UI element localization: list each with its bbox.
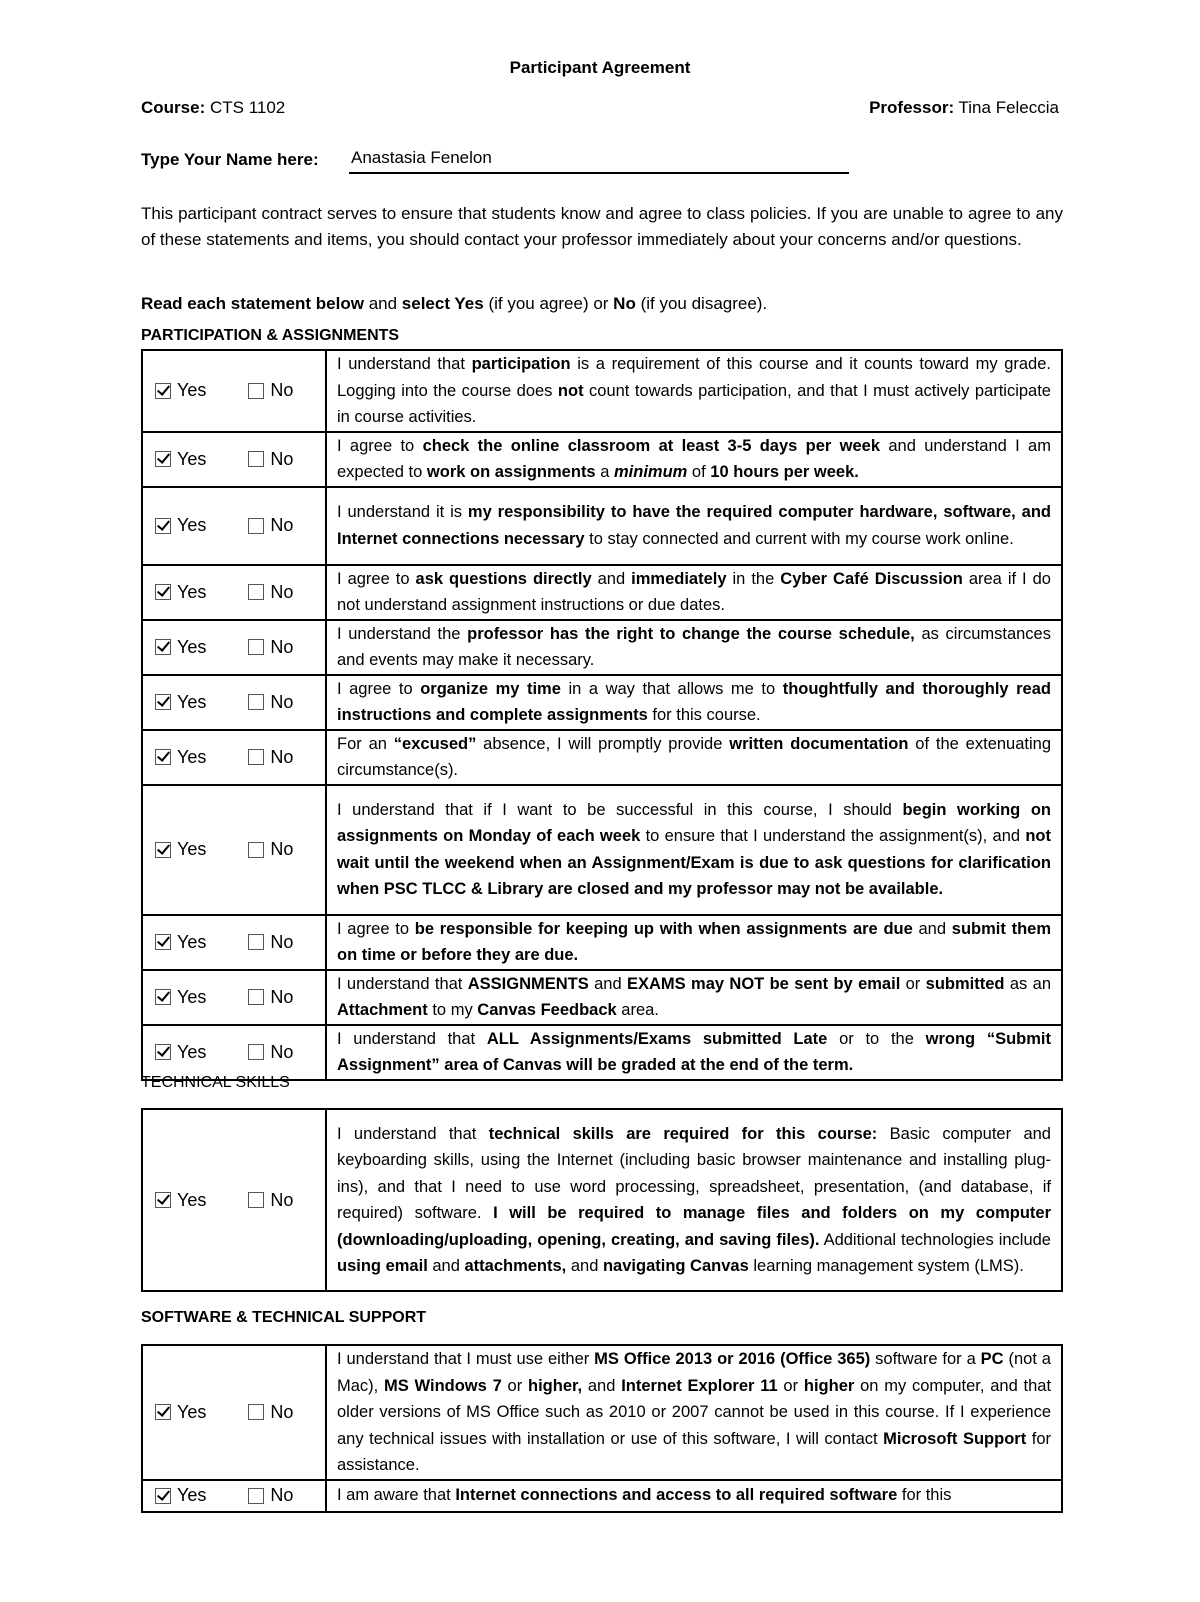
statement-text (326, 1480, 1062, 1512)
statement-text (326, 1109, 1062, 1291)
agreement-row (142, 1109, 1062, 1291)
no-checkbox[interactable] (248, 451, 264, 467)
statement-segment: or to the (827, 1029, 926, 1048)
statement-segment: as circumstances and events may make it necessary. (337, 624, 1051, 669)
yes-label: Yes (177, 515, 207, 535)
statement-segment: immediately (631, 569, 727, 588)
yes-checkbox[interactable] (155, 1044, 171, 1060)
no-checkbox[interactable] (248, 518, 264, 534)
statement-segment: EXAMS may NOT be sent by email (627, 974, 901, 993)
statement-segment: I agree to (337, 569, 416, 588)
statement-segment: I understand that if I want to be successful in this course, I should (337, 800, 903, 819)
statement-segment: Additional technologies include (819, 1230, 1051, 1249)
name-label-row (141, 150, 319, 170)
yes-checkbox[interactable] (155, 518, 171, 534)
yes-option[interactable] (155, 1042, 206, 1063)
statement-segment: and (427, 1257, 465, 1275)
agreement-row (142, 970, 1062, 1025)
statement-segment: Cyber Café Discussion (780, 569, 963, 588)
statement-segment: Internet connections and access to all required software (455, 1486, 898, 1505)
yes-label: Yes (177, 380, 207, 401)
statement-text (326, 675, 1062, 730)
statement-segment: I agree to (337, 436, 423, 455)
yes-label: Yes (177, 581, 207, 602)
yes-label: Yes (177, 691, 207, 712)
yes-label: Yes (177, 636, 207, 657)
statement-segment: ALL Assignments/Exams submitted Late (486, 1029, 828, 1048)
statement-segment: on my computer, and that older versions of MS Office such as 2010 or 2007 cannot be used in this course. If I experience any technical issues with installation or use of this software, I will contact (337, 1376, 1052, 1448)
statement-segment: a (595, 463, 614, 481)
statement-segment: Basic computer and keyboarding skills, using the Internet (including basic browser maintenance and installing plug-ins), and that I need to use word processing, spreadsheet, presentation, (and database, if required) software. (337, 1124, 1051, 1222)
statement-segment: my responsibility to have the required computer hardware, software, and Internet connections necessary (337, 503, 1051, 548)
yes-label: Yes (177, 839, 207, 859)
statement-segment: software for a (870, 1350, 981, 1368)
yes-no-choices (143, 692, 325, 713)
instruction-part: No (613, 294, 636, 313)
statement-segment: I understand that I must use either (337, 1350, 595, 1368)
yes-no-choices (143, 582, 325, 603)
section-heading-technical: TECHNICAL SKILLS (141, 1074, 290, 1091)
yes-label: Yes (177, 931, 207, 952)
statement-segment: and (588, 974, 627, 993)
statement-segment: work on assignments (426, 463, 596, 481)
no-option[interactable] (248, 692, 293, 713)
no-label: No (270, 581, 294, 602)
yes-no-choices (143, 1042, 325, 1063)
software-support-table (141, 1344, 1063, 1513)
statement-segment: to ensure that I understand the assignment(s), and (640, 827, 1026, 845)
no-label: No (270, 1189, 294, 1210)
choice-cell (142, 1345, 326, 1480)
statement-segment: not wait until the weekend when an Assignment/Exam is due to ask questions for clarification when PSC TLCC & Library are closed and my professor may not be available. (337, 827, 1051, 898)
yes-no-choices (143, 987, 325, 1008)
statement-segment: Internet Explorer 11 (621, 1376, 778, 1395)
no-label: No (270, 636, 294, 657)
yes-no-choices (143, 747, 325, 768)
statement-segment: higher (803, 1376, 855, 1395)
agreement-row (142, 730, 1062, 785)
agreement-row (142, 675, 1062, 730)
choice-cell (142, 730, 326, 785)
statement-segment: I am aware that (337, 1486, 456, 1505)
yes-option[interactable] (155, 380, 206, 401)
yes-option[interactable] (155, 987, 206, 1008)
statement-segment: submitted (925, 974, 1005, 993)
statement-segment: is a requirement of this course and it counts toward my grade. Logging into the course does (337, 355, 1051, 400)
yes-option[interactable] (155, 1190, 206, 1211)
statement-text (326, 1025, 1062, 1080)
no-label: No (270, 380, 294, 401)
statement-segment: begin working on assignments on Monday of each week (337, 800, 1052, 845)
yes-checkbox[interactable] (155, 934, 171, 950)
statement-segment: and (912, 919, 952, 938)
yes-checkbox[interactable] (155, 694, 171, 710)
yes-option[interactable] (155, 637, 206, 658)
name-label: Type Your Name here: (141, 150, 319, 169)
yes-checkbox[interactable] (155, 1192, 171, 1208)
statement-segment: for this (897, 1486, 952, 1505)
statement-text (326, 785, 1062, 915)
course-line (141, 98, 285, 118)
yes-no-choices (143, 515, 325, 536)
statement-segment: in the (726, 569, 781, 588)
choice-cell (142, 487, 326, 565)
statement-segment: be responsible for keeping up with when assignments are due (414, 919, 913, 938)
statement-segment: wrong “Submit Assignment” area of Canvas will be graded at the end of the term. (337, 1029, 1051, 1074)
statement-segment: I understand the (337, 624, 468, 643)
no-option[interactable] (248, 747, 293, 768)
statement-segment: in a way that allows me to (560, 679, 783, 698)
instruction-part: Read each statement below (141, 294, 364, 313)
no-option[interactable] (248, 637, 293, 658)
no-option[interactable] (248, 987, 293, 1008)
statement-segment: for this course. (647, 706, 761, 724)
yes-checkbox[interactable] (155, 639, 171, 655)
agreement-row (142, 565, 1062, 620)
choice-cell (142, 620, 326, 675)
statement-segment: Canvas Feedback (477, 1001, 617, 1019)
statement-text (326, 730, 1062, 785)
yes-checkbox[interactable] (155, 584, 171, 600)
choice-cell (142, 1025, 326, 1080)
instruction-part: select Yes (401, 294, 484, 313)
yes-option[interactable] (155, 582, 206, 603)
yes-option[interactable] (155, 1485, 206, 1506)
yes-label: Yes (177, 1189, 207, 1210)
statement-segment: and (591, 569, 632, 588)
statement-segment: or (501, 1376, 529, 1395)
yes-option[interactable] (155, 692, 206, 713)
statement-text (326, 432, 1062, 487)
statement-segment: or (900, 974, 926, 993)
section-heading-participation: PARTICIPATION & ASSIGNMENTS (141, 327, 400, 344)
statement-segment: For an (337, 734, 394, 753)
no-checkbox[interactable] (248, 383, 264, 399)
yes-option[interactable] (155, 1402, 206, 1423)
statement-segment: to my (427, 1001, 478, 1019)
statement-segment: I will be required to manage files and folders on my computer (downloading/uploading, opening, creating, and saving files). (337, 1204, 1051, 1249)
statement-segment: MS Office 2013 or 2016 (Office 365) (594, 1350, 871, 1368)
statement-segment: thoughtfully and thoroughly read instructions and complete assignments (337, 679, 1051, 724)
no-option[interactable] (248, 582, 293, 603)
statement-segment: minimum (613, 463, 688, 481)
no-label: No (270, 1041, 294, 1062)
statement-segment: I understand that (337, 355, 472, 373)
agreement-row (142, 1345, 1062, 1480)
professor-line (869, 98, 1059, 118)
statement-segment: organize my time (420, 679, 561, 698)
yes-no-choices (143, 449, 325, 470)
yes-option[interactable] (155, 839, 206, 860)
yes-checkbox[interactable] (155, 989, 171, 1005)
section-heading-software: SOFTWARE & TECHNICAL SUPPORT (141, 1309, 427, 1326)
statement-segment: Attachment (337, 1001, 428, 1019)
no-option[interactable] (248, 839, 293, 860)
yes-option[interactable] (155, 449, 206, 470)
no-checkbox[interactable] (248, 1192, 264, 1208)
statement-segment: ask questions directly (415, 569, 592, 588)
no-option[interactable] (248, 515, 293, 536)
agreement-row (142, 1480, 1062, 1512)
no-checkbox[interactable] (248, 749, 264, 765)
statement-text (326, 1345, 1062, 1480)
statement-segment: navigating Canvas (602, 1257, 749, 1275)
choice-cell (142, 675, 326, 730)
statement-text (326, 565, 1062, 620)
yes-no-choices (143, 1402, 325, 1423)
intro-paragraph: This participant contract serves to ensure that students know and agree to class policies. If you are unable to agree to any of these statements and items, you should contact your professor immediately about your concerns and/or questions. (141, 204, 1063, 249)
choice-cell (142, 565, 326, 620)
no-option[interactable] (248, 932, 293, 953)
no-option[interactable] (248, 449, 293, 470)
yes-no-choices (143, 380, 325, 401)
statement-segment: “excused” (393, 734, 477, 753)
yes-checkbox[interactable] (155, 749, 171, 765)
yes-no-choices (143, 637, 325, 658)
no-label: No (270, 1401, 294, 1422)
no-label: No (270, 515, 294, 535)
yes-option[interactable] (155, 747, 206, 768)
choice-cell (142, 970, 326, 1025)
no-label: No (270, 931, 294, 952)
yes-label: Yes (177, 1485, 207, 1505)
statement-segment: Microsoft Support (883, 1429, 1027, 1448)
yes-checkbox[interactable] (155, 1488, 171, 1504)
no-label: No (270, 986, 294, 1007)
choice-cell (142, 1480, 326, 1512)
choice-cell (142, 785, 326, 915)
no-option[interactable] (248, 380, 293, 401)
yes-checkbox[interactable] (155, 383, 171, 399)
no-checkbox[interactable] (248, 584, 264, 600)
statement-segment: area. (616, 1001, 659, 1019)
choice-cell (142, 350, 326, 432)
statement-segment: or (777, 1376, 804, 1395)
choice-cell (142, 1109, 326, 1291)
statement-segment: and (582, 1376, 622, 1395)
statement-segment: learning management system (LMS). (748, 1257, 1024, 1275)
statement-segment: participation (471, 355, 571, 373)
statement-segment: check the online classroom at least 3-5 days per week (422, 436, 881, 455)
statement-segment: and understand I am expected to (337, 436, 1051, 481)
yes-no-choices (143, 1485, 325, 1506)
no-option[interactable] (248, 1190, 293, 1211)
statement-segment: of the extenuating circumstance(s). (337, 734, 1052, 779)
agreement-row (142, 620, 1062, 675)
statement-segment: MS Windows 7 (384, 1376, 502, 1395)
no-label: No (270, 1485, 294, 1505)
statement-segment: attachments, (464, 1257, 567, 1275)
statement-text (326, 620, 1062, 675)
statement-segment: 10 hours per week. (710, 463, 859, 481)
name-field[interactable]: Anastasia Fenelon (349, 148, 849, 174)
no-option[interactable] (248, 1402, 293, 1423)
statement-segment: as an (1004, 974, 1052, 993)
yes-label: Yes (177, 1041, 207, 1062)
statement-text (326, 350, 1062, 432)
no-checkbox[interactable] (248, 1488, 264, 1504)
yes-label: Yes (177, 986, 207, 1007)
yes-checkbox[interactable] (155, 1404, 171, 1420)
statement-segment: (not a Mac), (337, 1350, 1051, 1395)
page-title: Participant Agreement (509, 58, 691, 77)
no-checkbox[interactable] (248, 1044, 264, 1060)
statement-segment: and (566, 1257, 603, 1275)
technical-skills-table (141, 1108, 1063, 1292)
instruction-line (141, 294, 767, 314)
yes-checkbox[interactable] (155, 842, 171, 858)
choice-cell (142, 915, 326, 970)
statement-segment: I understand that (337, 1124, 489, 1143)
statement-segment: I understand that (337, 1029, 487, 1048)
yes-no-choices (143, 839, 325, 860)
statement-segment: professor has the right to change the course schedule, (467, 624, 915, 643)
statement-segment: technical skills are required for this course: (488, 1124, 878, 1143)
statement-segment: I understand it is (337, 503, 468, 521)
no-option[interactable] (248, 1042, 293, 1063)
statement-segment: submit them on time or before they are due. (337, 919, 1051, 964)
no-checkbox[interactable] (248, 842, 264, 858)
instruction-part: and (363, 294, 402, 313)
no-option[interactable] (248, 1485, 293, 1506)
agreement-row (142, 785, 1062, 915)
yes-label: Yes (177, 448, 207, 469)
statement-segment: not (557, 381, 584, 400)
no-label: No (270, 746, 294, 767)
agreement-row (142, 1025, 1062, 1080)
statement-segment: area if I do not understand assignment instructions or due dates. (337, 569, 1051, 614)
no-label: No (270, 691, 294, 712)
statement-segment: to stay connected and current with my course work online. (584, 529, 1014, 548)
statement-segment: higher, (528, 1376, 583, 1395)
statement-segment: I agree to (337, 679, 421, 698)
yes-label: Yes (177, 1401, 207, 1422)
statement-segment: using email (337, 1257, 428, 1275)
statement-segment: written documentation (729, 734, 909, 753)
statement-segment: of (687, 463, 711, 481)
agreement-row (142, 915, 1062, 970)
choice-cell (142, 432, 326, 487)
statement-segment: ASSIGNMENTS (467, 974, 589, 993)
agreement-row (142, 350, 1062, 432)
instruction-part: (if you disagree). (635, 294, 768, 313)
no-label: No (270, 839, 294, 859)
agreement-row (142, 487, 1062, 565)
statement-segment: count towards participation, and that I must actively participate in course activities. (337, 381, 1051, 426)
statement-segment: PC (980, 1350, 1004, 1368)
statement-text (326, 487, 1062, 565)
statement-segment: absence, I will promptly provide (476, 734, 730, 753)
yes-option[interactable] (155, 515, 206, 536)
yes-option[interactable] (155, 932, 206, 953)
yes-checkbox[interactable] (155, 451, 171, 467)
statement-segment: I understand that (337, 974, 468, 993)
no-label: No (270, 448, 294, 469)
no-checkbox[interactable] (248, 934, 264, 950)
instruction-part: (if you agree) or (483, 294, 614, 313)
statement-segment: I agree to (337, 919, 415, 938)
participation-table (141, 349, 1063, 1081)
yes-no-choices (143, 1190, 325, 1211)
no-checkbox[interactable] (248, 694, 264, 710)
no-checkbox[interactable] (248, 639, 264, 655)
no-checkbox[interactable] (248, 989, 264, 1005)
professor-value: Tina Feleccia (958, 98, 1059, 117)
professor-label: Professor: (869, 98, 955, 117)
no-checkbox[interactable] (248, 1404, 264, 1420)
statement-text (326, 915, 1062, 970)
statement-segment: for assistance. (337, 1429, 1051, 1474)
course-value: CTS 1102 (209, 98, 286, 117)
course-label: Course: (141, 98, 206, 117)
yes-no-choices (143, 932, 325, 953)
agreement-row (142, 432, 1062, 487)
yes-label: Yes (177, 746, 207, 767)
statement-text (326, 970, 1062, 1025)
